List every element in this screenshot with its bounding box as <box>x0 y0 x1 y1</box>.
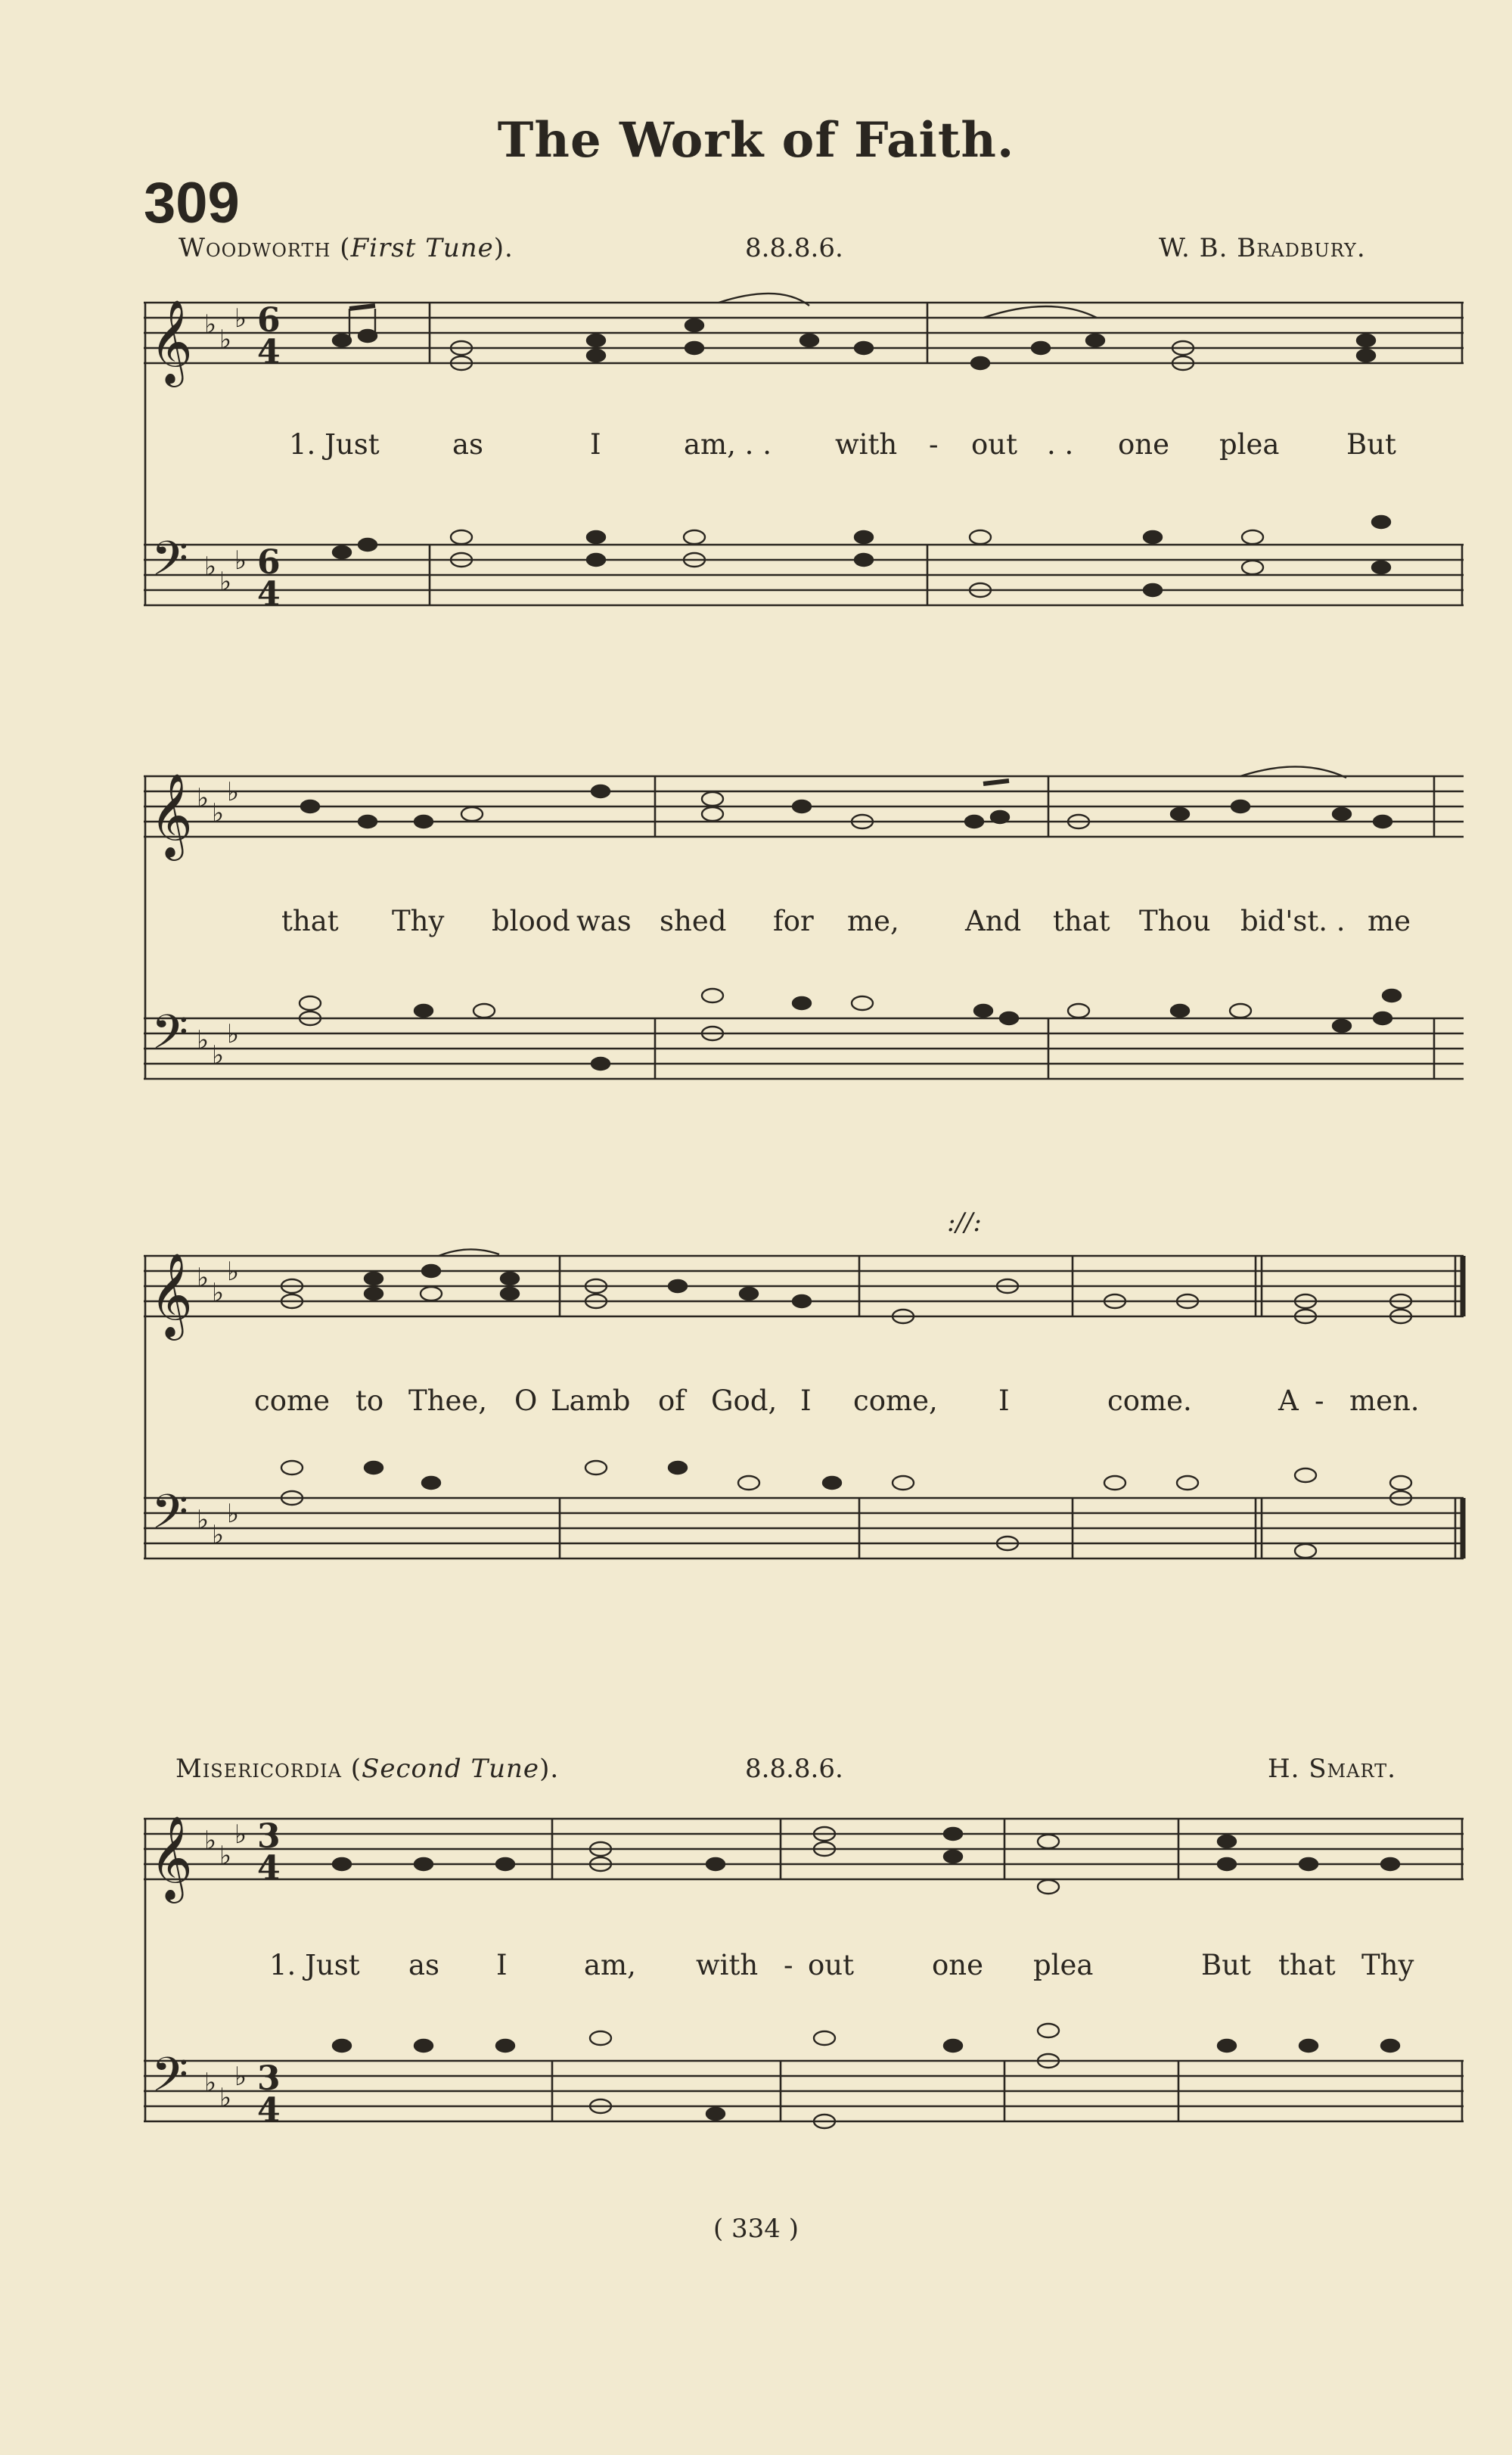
tune-2-composer: H. Smart. <box>1268 1754 1396 1784</box>
svg-text:♭: ♭ <box>204 309 217 340</box>
treble-staff <box>144 303 1464 363</box>
tune-1-composer: W. B. Bradbury. <box>1159 233 1366 263</box>
svg-text:♭: ♭ <box>212 1520 225 1550</box>
svg-text:3: 3 <box>257 2059 281 2098</box>
svg-text:♭: ♭ <box>234 303 247 334</box>
svg-text:♭: ♭ <box>219 325 232 355</box>
svg-text:𝄢: 𝄢 <box>151 2046 188 2114</box>
svg-text:♭: ♭ <box>234 545 247 576</box>
svg-text:♭: ♭ <box>227 777 240 807</box>
time-sig-bottom: 4 <box>257 333 281 371</box>
repeat-mark: ://: <box>947 1207 982 1238</box>
svg-text:♭: ♭ <box>204 2068 217 2098</box>
svg-text:3: 3 <box>257 1817 281 1856</box>
hymn-number: 309 <box>144 171 240 235</box>
svg-text:♭: ♭ <box>212 1040 225 1071</box>
tune-2-name: Misericordia <box>175 1754 342 1784</box>
page-number: ( 334 ) <box>713 2214 799 2244</box>
svg-text:𝄞: 𝄞 <box>150 772 193 857</box>
lyrics-line: come to Thee, O Lamb of God, I come, I come. A - men. <box>254 1384 1420 1417</box>
svg-text:♭: ♭ <box>234 2062 247 2092</box>
svg-text:♭: ♭ <box>212 798 225 828</box>
svg-text:♭: ♭ <box>197 1025 210 1055</box>
tune-1-name: Woodworth <box>179 233 331 263</box>
svg-text:♭: ♭ <box>197 1505 210 1535</box>
tune-1-header: Woodworth (First Tune). <box>179 233 514 263</box>
lyrics-line: 1. Just as I am, . . with - out . . one plea But <box>289 428 1396 461</box>
svg-text:4: 4 <box>257 1849 281 1888</box>
tune-1-meter: 8.8.8.6. <box>745 233 843 263</box>
svg-text:♭: ♭ <box>227 1257 240 1287</box>
treble-clef: 𝄞 <box>150 299 193 384</box>
section-title: The Work of Faith. <box>497 112 1015 169</box>
svg-text:♭: ♭ <box>227 1019 240 1049</box>
svg-text:4: 4 <box>257 575 281 614</box>
tune-2-subtitle: Second Tune <box>362 1754 540 1784</box>
svg-text:♭: ♭ <box>197 1263 210 1293</box>
tune-2-header: Misericordia (Second Tune). <box>175 1754 560 1784</box>
svg-text:𝄢: 𝄢 <box>151 1484 188 1551</box>
svg-text:♭: ♭ <box>219 567 232 597</box>
svg-text:♭: ♭ <box>219 1841 232 1871</box>
svg-text:♭: ♭ <box>197 783 210 813</box>
svg-text:𝄞: 𝄞 <box>150 1815 193 1900</box>
svg-text:♭: ♭ <box>234 1819 247 1850</box>
lyrics-line: that Thy blood was shed for me, And that Thou bid'st. . me <box>281 905 1411 937</box>
svg-text:♭: ♭ <box>204 552 217 582</box>
tune-2-meter: 8.8.8.6. <box>745 1754 843 1784</box>
svg-text:♭: ♭ <box>227 1499 240 1529</box>
bass-clef: 𝄢 <box>151 530 188 598</box>
svg-text:4: 4 <box>257 2091 281 2130</box>
svg-text:𝄞: 𝄞 <box>150 1252 193 1337</box>
svg-text:♭: ♭ <box>219 2083 232 2113</box>
svg-text:♭: ♭ <box>212 1278 225 1308</box>
svg-text:♭: ♭ <box>204 1826 217 1856</box>
svg-text:𝄢: 𝄢 <box>151 1004 188 1071</box>
tune-1-subtitle: First Tune <box>350 233 494 263</box>
time-sig-top: 6 <box>257 301 281 340</box>
svg-text:6: 6 <box>257 543 281 582</box>
lyrics-line: 1. Just as I am, with - out one plea But that Thy <box>269 1949 1414 1981</box>
